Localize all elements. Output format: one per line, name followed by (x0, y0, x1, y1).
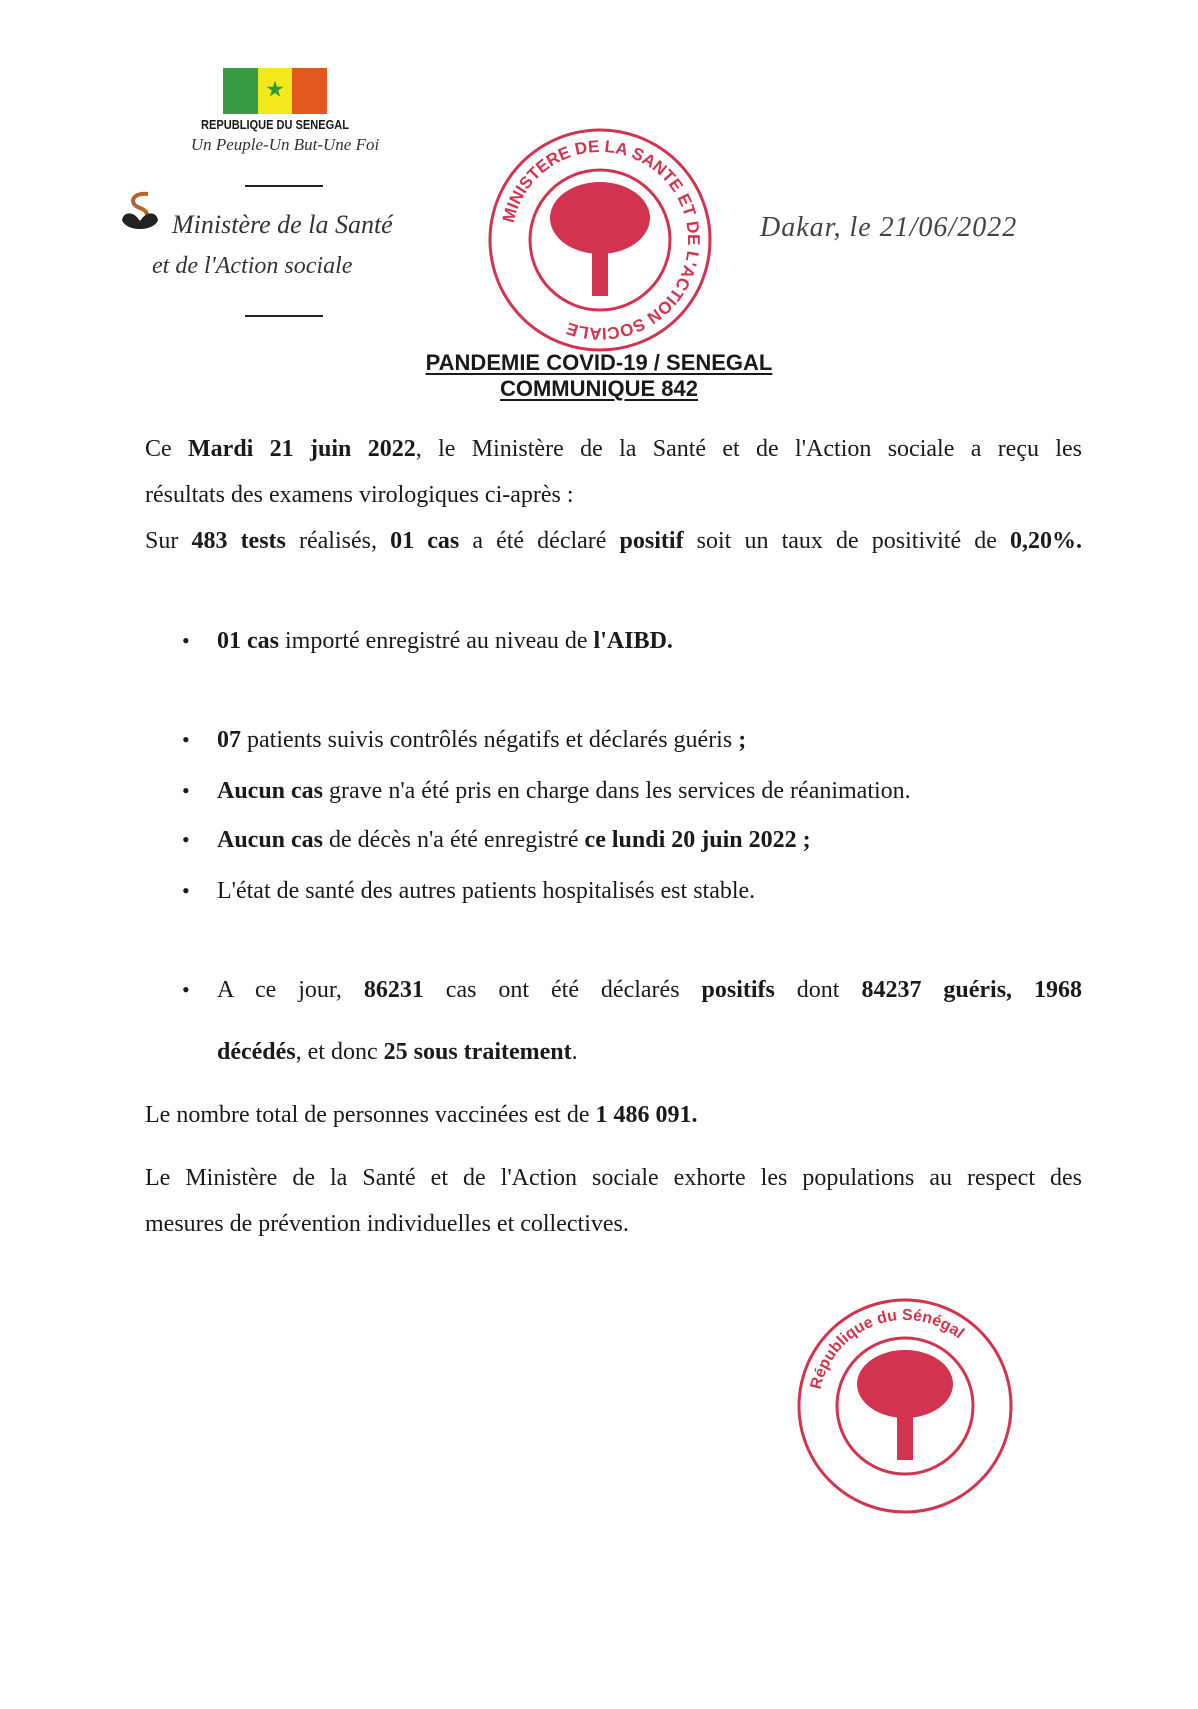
text-segment: Ce (145, 436, 189, 462)
bullet-icon: • (182, 878, 190, 903)
baobab-tree-icon (550, 182, 650, 296)
bullet-item-continued (217, 1039, 1154, 1066)
bullet-icon: • (182, 778, 190, 803)
text-segment: . (571, 1039, 578, 1065)
national-motto: Un Peuple-Un But-Une Foi (190, 135, 380, 154)
bullet-item (217, 628, 673, 655)
caduceus-logo-icon (118, 190, 164, 236)
text-segment: , le Ministère de la Santé et de l'Action sociale a reçu les (415, 436, 1082, 462)
text-segment: L'état de santé des autres patients hospitalisés est stable. (217, 878, 756, 904)
text-segment: positifs (701, 977, 775, 1003)
text-segment: Le nombre total de personnes vaccinées est de (145, 1102, 596, 1128)
text-segment: importé enregistré au niveau de (279, 628, 594, 654)
vaccination-total (145, 1102, 1082, 1129)
text-segment: ; (738, 727, 747, 753)
svg-text:République du Sénégal: République du Sénégal (807, 1306, 967, 1391)
text-segment: patients suivis contrôlés négatifs et déclarés guéris (241, 727, 739, 753)
communique-number (0, 376, 1198, 402)
text-segment: mesures de prévention individuelles et collectives. (145, 1211, 629, 1237)
paragraph-line (145, 482, 1082, 509)
official-stamp-bottom (795, 1296, 1015, 1516)
closing-line (145, 1211, 1082, 1238)
official-stamp-top (486, 126, 714, 354)
text-segment: a été déclaré (459, 528, 620, 554)
paragraph-line (145, 436, 1082, 463)
text-segment: Sur (145, 528, 192, 554)
text-segment: Le Ministère de la Santé et de l'Action sociale exhorte les populations au respect des (145, 1165, 1082, 1191)
flag-red (292, 68, 327, 114)
text-segment: Mardi 21 juin 2022 (188, 436, 416, 462)
closing-line (145, 1165, 1082, 1192)
bullet-item (217, 727, 746, 754)
bullet-item (217, 778, 911, 805)
country-name: REPUBLIQUE DU SENEGAL (201, 117, 349, 132)
text-segment: l'AIBD. (593, 628, 673, 654)
text-segment: grave n'a été pris en charge dans les services de réanimation. (323, 778, 911, 804)
ministry-name-line2: et de l'Action sociale (152, 253, 353, 279)
text-segment: 25 sous traitement (383, 1039, 572, 1065)
bullet-item (217, 977, 1082, 1004)
text-segment: de décès n'a été enregistré (323, 827, 585, 853)
text-segment: dont (774, 977, 862, 1003)
text-segment: positif (619, 528, 684, 554)
bullet-item (217, 827, 811, 854)
baobab-tree-icon (857, 1350, 953, 1460)
text-segment: cas ont été déclarés (423, 977, 702, 1003)
bullet-icon: • (182, 628, 190, 653)
title-line-1: PANDEMIE COVID-19 / SENEGAL (425, 350, 773, 375)
paragraph-line (145, 528, 1082, 555)
divider (245, 315, 323, 317)
bullet-icon: • (182, 827, 190, 852)
text-segment: ce lundi 20 juin 2022 ; (584, 827, 811, 853)
text-segment: 01 cas (217, 628, 279, 654)
text-segment: Aucun cas (217, 827, 324, 853)
text-segment: résultats des examens virologiques ci-après : (145, 482, 574, 508)
ministry-name-line1: Ministère de la Santé (172, 210, 393, 239)
bullet-item (217, 878, 755, 905)
text-segment: Aucun cas (217, 778, 324, 804)
flag-green (223, 68, 258, 114)
text-segment: A ce jour, (217, 977, 364, 1003)
flag-yellow (258, 68, 293, 114)
text-segment: 0,20%. (1009, 528, 1082, 554)
text-segment: 84237 guéris, 1968 (861, 977, 1082, 1003)
text-segment: 483 tests (191, 528, 286, 554)
title-line-2: COMMUNIQUE 842 (499, 376, 699, 401)
divider (245, 185, 323, 187)
document-date: Dakar, le 21/06/2022 (760, 212, 1018, 243)
text-segment: décédés (217, 1039, 296, 1065)
text-segment: , et donc (295, 1039, 384, 1065)
svg-text:MINISTERE DE LA SANTE ET DE L': MINISTERE DE LA SANTE ET DE L'ACTION SOCIALE (498, 136, 704, 344)
text-segment: 1 486 091. (595, 1102, 698, 1128)
text-segment: 01 cas (390, 528, 460, 554)
senegal-flag (223, 68, 327, 114)
bullet-icon: • (182, 727, 190, 752)
star-icon: ★ (265, 77, 285, 103)
bullet-icon: • (182, 977, 190, 1002)
text-segment: soit un taux de positivité de (683, 528, 1010, 554)
text-segment: 07 (217, 727, 241, 753)
communique-title (0, 350, 1198, 376)
text-segment: réalisés, (285, 528, 391, 554)
text-segment: 86231 (363, 977, 424, 1003)
